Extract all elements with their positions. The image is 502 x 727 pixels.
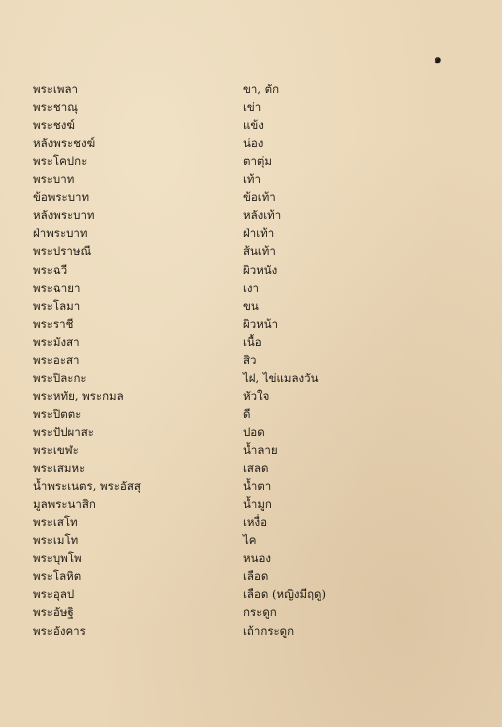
common-meaning: เหงื่อ <box>243 515 268 530</box>
vocabulary-row <box>0 188 502 206</box>
vocabulary-row <box>0 351 502 369</box>
common-meaning: เนื้อ <box>243 334 262 349</box>
common-meaning: ตาตุ่ม <box>243 154 272 169</box>
common-meaning: หลังเท้า <box>243 208 282 223</box>
common-meaning: เสลด <box>243 461 269 476</box>
royal-term: พระโคปกะ <box>33 154 88 169</box>
royal-term: พระชาณุ <box>33 100 78 115</box>
royal-term: พระปิละกะ <box>33 370 87 385</box>
royal-term: พระเมโท <box>33 533 79 548</box>
royal-term: พระปราษณี <box>33 244 92 259</box>
vocabulary-row <box>0 531 502 549</box>
vocabulary-row <box>0 261 502 279</box>
vocabulary-row <box>0 116 502 134</box>
common-meaning: ผิวหน้า <box>243 316 279 331</box>
common-meaning: ไฝ, ไข่แมลงวัน <box>243 370 319 385</box>
vocabulary-row <box>0 242 502 260</box>
vocabulary-row <box>0 495 502 513</box>
common-meaning: แข้ง <box>243 118 264 133</box>
royal-term: พระปัปผาสะ <box>33 424 94 439</box>
royal-term: พระฉวี <box>33 262 68 277</box>
royal-term: พระหทัย, พระกมล <box>33 388 124 403</box>
royal-term: พระอะสา <box>33 352 80 367</box>
royal-term: พระอัษฐิ <box>33 605 74 620</box>
common-meaning: หนอง <box>243 551 271 566</box>
common-meaning: ขน <box>243 298 259 313</box>
royal-term: พระเขฬะ <box>33 443 79 457</box>
common-meaning: เลือด <box>243 569 269 584</box>
royal-term: ข้อพระบาท <box>33 190 90 205</box>
common-meaning: ดี <box>243 406 251 421</box>
royal-term: พระอังคาร <box>33 623 86 638</box>
vocabulary-row <box>0 369 502 387</box>
royal-term: พระราชี <box>33 316 74 331</box>
royal-term: พระเพลา <box>33 82 78 96</box>
royal-term: ฝ่าพระบาท <box>33 226 88 241</box>
common-meaning: น้ำลาย <box>243 443 278 457</box>
common-meaning: ฝ่าเท้า <box>243 226 275 241</box>
vocabulary-row <box>0 441 502 459</box>
common-meaning: ข้อเท้า <box>243 190 276 205</box>
royal-term: พระปิตตะ <box>33 406 82 421</box>
common-meaning: เข่า <box>243 100 262 115</box>
common-meaning: กระดูก <box>243 605 277 620</box>
royal-term: พระบาท <box>33 172 75 187</box>
common-meaning: เท้า <box>243 172 261 187</box>
royal-term: หลังพระชงฆ์ <box>33 136 96 151</box>
vocabulary-row <box>0 387 502 405</box>
common-meaning: เงา <box>243 280 260 295</box>
royal-term: พระบุพโพ <box>33 551 82 566</box>
common-meaning: ขา, ตัก <box>243 82 280 96</box>
vocabulary-row <box>0 170 502 188</box>
vocabulary-row <box>0 206 502 224</box>
vocabulary-row <box>0 549 502 567</box>
vocabulary-row <box>0 513 502 531</box>
vocabulary-row <box>0 405 502 423</box>
vocabulary-row <box>0 224 502 242</box>
vocabulary-row <box>0 98 502 116</box>
common-meaning: น่อง <box>243 136 264 151</box>
common-meaning: ไค <box>243 533 257 548</box>
vocabulary-row <box>0 152 502 170</box>
vocabulary-row <box>0 622 502 640</box>
royal-term: น้ำพระเนตร, พระอัสสุ <box>33 479 141 494</box>
vocabulary-row <box>0 459 502 477</box>
vocabulary-row <box>0 585 502 603</box>
vocabulary-row <box>0 567 502 585</box>
royal-term: พระฉายา <box>33 280 81 295</box>
vocabulary-row <box>0 134 502 152</box>
common-meaning: ปอด <box>243 424 265 439</box>
vocabulary-row <box>0 603 502 621</box>
royal-term: พระเสโท <box>33 515 78 530</box>
vocabulary-row <box>0 279 502 297</box>
common-meaning: น้ำมูก <box>243 497 272 512</box>
common-meaning: เถ้ากระดูก <box>243 623 295 638</box>
royal-term: พระอุลป <box>33 587 75 602</box>
vocabulary-row <box>0 477 502 495</box>
common-meaning: สิว <box>243 352 257 367</box>
common-meaning: ส้นเท้า <box>243 244 276 259</box>
royal-term: พระเสมหะ <box>33 461 86 476</box>
vocabulary-row <box>0 297 502 315</box>
royal-term: หลังพระบาท <box>33 208 95 223</box>
royal-term: พระมังสา <box>33 334 80 349</box>
royal-term: มูลพระนาสิก <box>33 497 96 512</box>
vocabulary-row <box>0 333 502 351</box>
vocabulary-row <box>0 423 502 441</box>
common-meaning: ผิวหนัง <box>243 262 278 277</box>
royal-term: พระชงฆ์ <box>33 118 75 133</box>
common-meaning: เลือด (หญิงมีฤดู) <box>243 587 326 602</box>
vocabulary-row <box>0 80 502 98</box>
vocabulary-row <box>0 315 502 333</box>
common-meaning: น้ำตา <box>243 479 272 494</box>
royal-term: พระโลหิต <box>33 569 82 584</box>
common-meaning: หัวใจ <box>243 388 270 403</box>
royal-term: พระโลมา <box>33 298 81 313</box>
page-number: ๑ <box>434 52 442 66</box>
